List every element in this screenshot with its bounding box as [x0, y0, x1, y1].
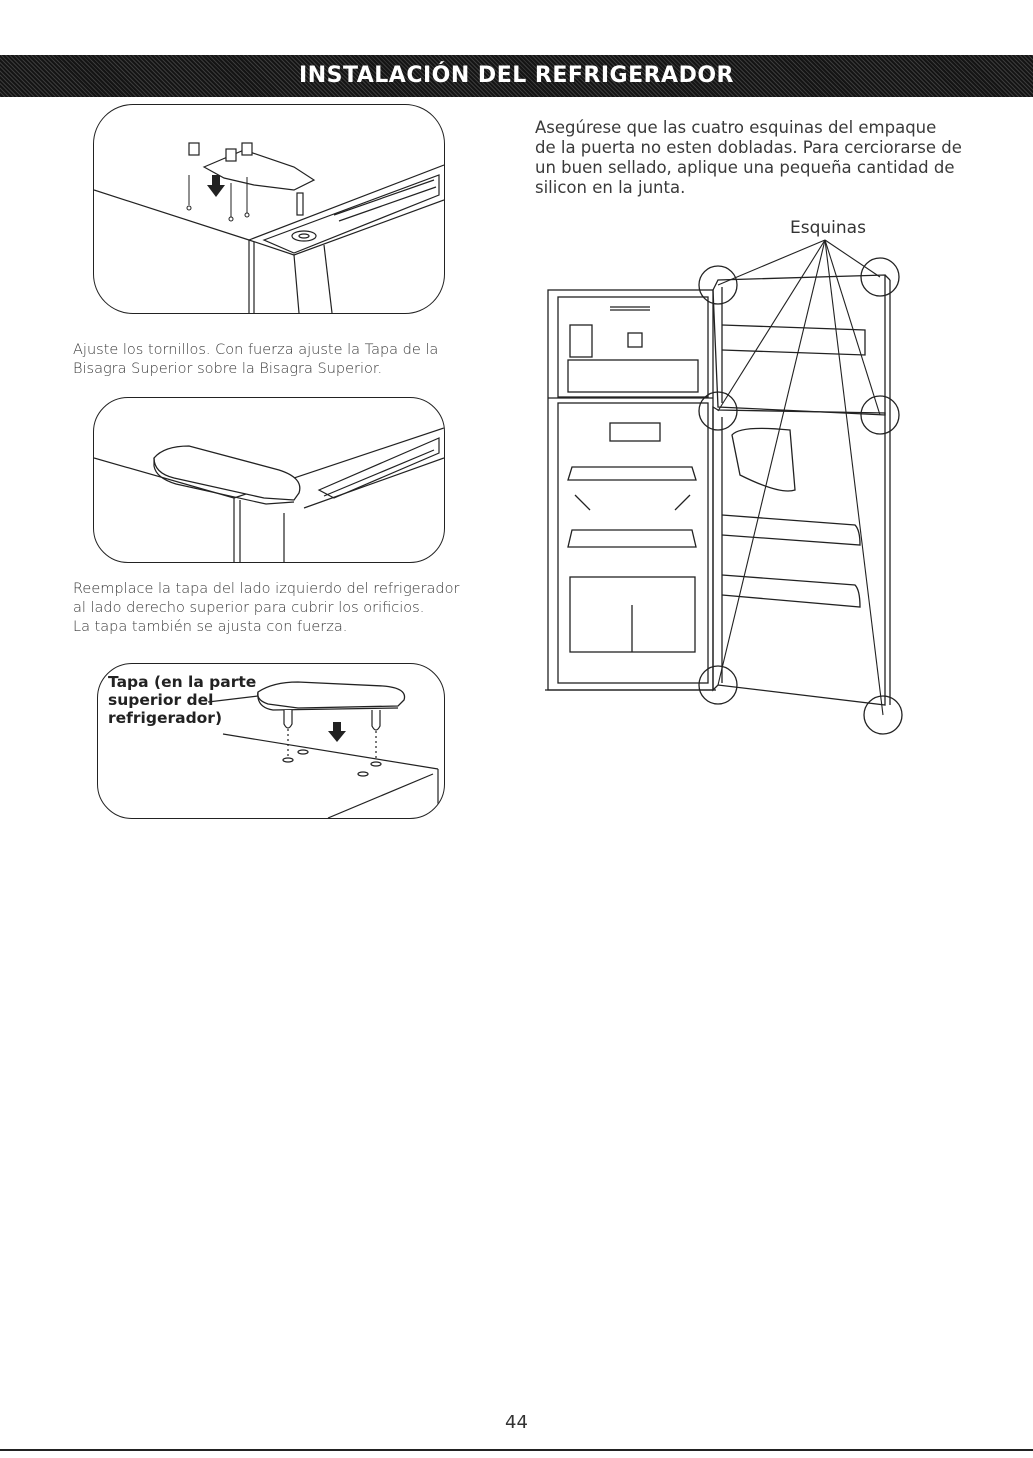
- caption-line: Reemplace la tapa del lado izquierdo del refrigerador: [73, 581, 460, 597]
- caption-tighten-screws: [73, 341, 493, 379]
- paragraph-line: un buen sellado, aplique una pequeña cantidad de: [535, 158, 955, 177]
- caption-line: al lado derecho superior para cubrir los orificios.: [73, 600, 425, 616]
- page-number: 44: [505, 1412, 528, 1433]
- hinge-screws-illustration: [93, 104, 445, 314]
- label-line: superior del: [108, 691, 214, 709]
- corners-label: Esquinas: [790, 218, 866, 238]
- caption-line: La tapa también se ajusta con fuerza.: [73, 619, 348, 635]
- paragraph-line: de la puerta no esten dobladas. Para cerciorarse de: [535, 138, 962, 157]
- label-line: refrigerador): [108, 709, 223, 727]
- footer-rule: [0, 1449, 1033, 1451]
- paragraph-line: Asegúrese que las cuatro esquinas del empaque: [535, 118, 937, 137]
- section-title: INSTALACIÓN DEL REFRIGERADOR: [299, 63, 734, 88]
- paragraph-line: silicon en la junta.: [535, 178, 686, 197]
- section-banner: [0, 55, 1033, 97]
- refrigerator-illustration: [540, 235, 910, 740]
- caption-line: Ajuste los tornillos. Con fuerza ajuste la Tapa de la: [73, 342, 439, 358]
- hinge-cover-illustration: [93, 397, 445, 563]
- top-cap-label: [108, 673, 256, 727]
- caption-line: Bisagra Superior sobre la Bisagra Superior.: [73, 361, 383, 377]
- caption-replace-cover: [73, 580, 513, 637]
- gasket-instructions: [535, 118, 995, 198]
- label-line: Tapa (en la parte: [108, 673, 257, 691]
